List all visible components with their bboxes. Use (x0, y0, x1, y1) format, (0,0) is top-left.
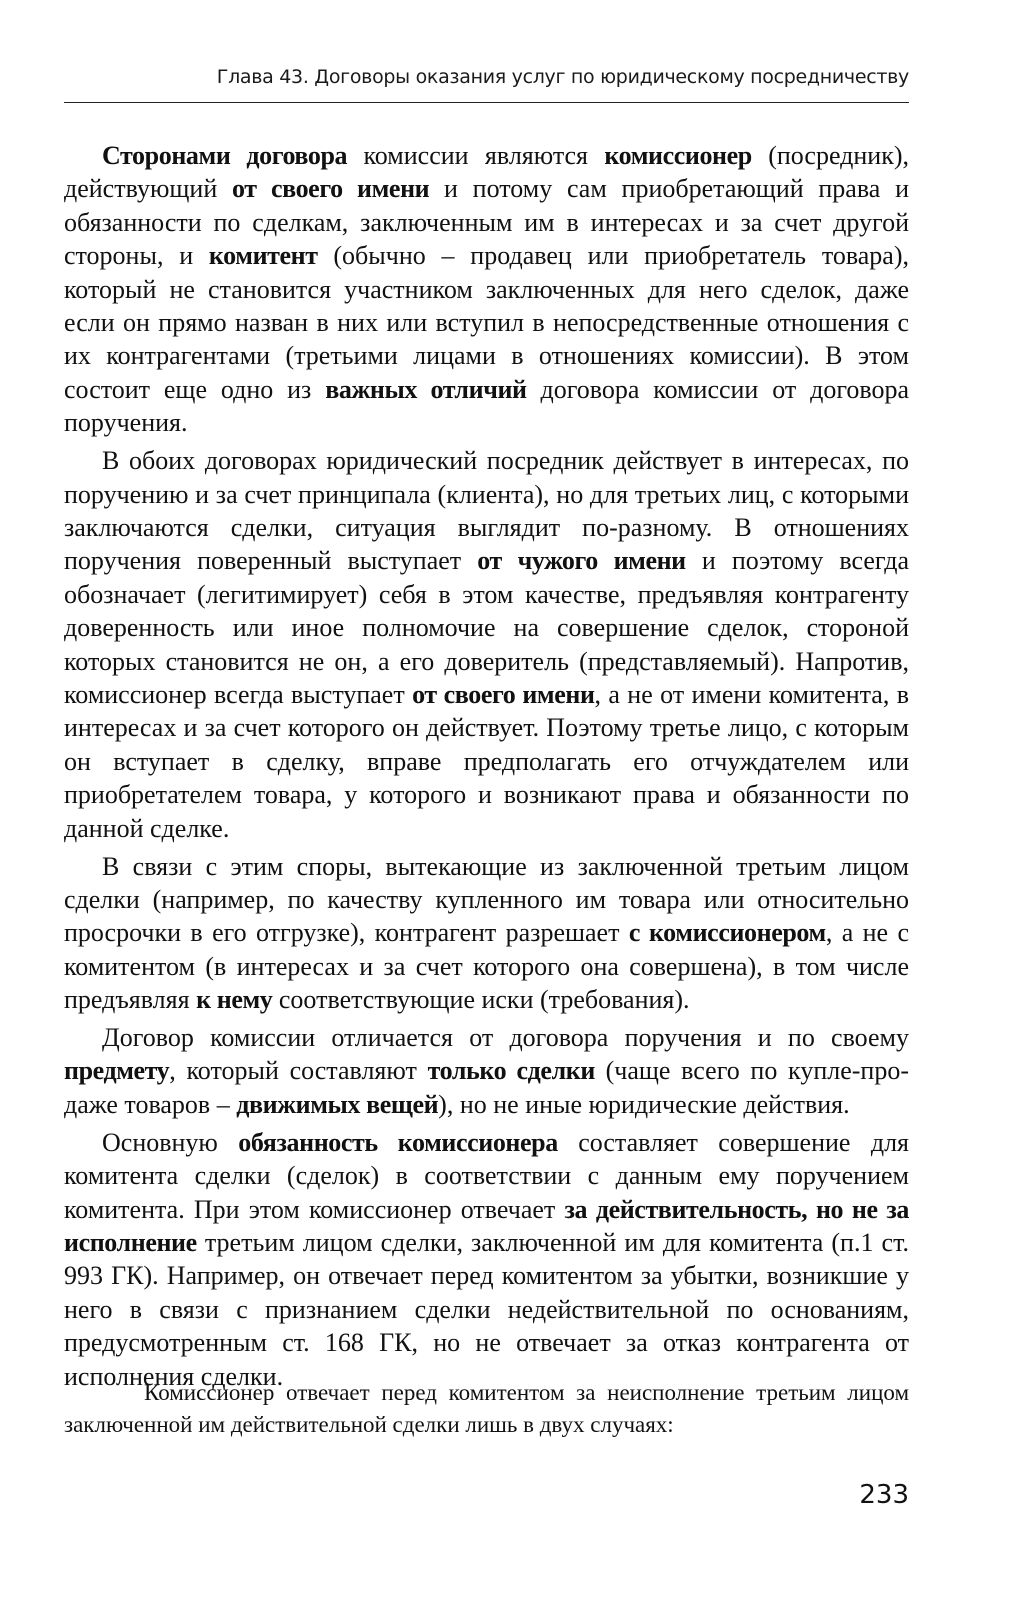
bold-term: с комиссионером (628, 918, 826, 948)
text-run: , а не от имени комитента, в интересах и за счет которого он действует. Поэтому третье лицо, с которым он вступает в сделку, вправе предполагать его отчуждателем или приобретателем товара, у которого и возникают права и обязанности по данной сделке. (64, 680, 909, 843)
text-run: соответствующие иски (требования). (272, 985, 690, 1015)
text-run: (обычно – продавец или приобретатель товара), который не становится участником заключенных для него сделок, даже если он прямо назван в них или вступил в непосредственные отношения с их контрагентами (третьими лицами в отношениях комиссии). В этом состоит еще одно из (64, 241, 910, 404)
paragraph (64, 139, 909, 440)
main-text (64, 139, 909, 1393)
text-run: (посредник), действующий (64, 141, 909, 204)
bold-term: за действительность, но не за исполнение (64, 1194, 909, 1257)
text-run: комиссии являются (347, 141, 605, 170)
text-run: третьим лицом сделки, заключенной им для комитента (п.1 ст. 993 ГК). Например, он отвечает перед комитентом за убытки, возникшие у него в связи с признанием сделки недействительной по основаниям, предусмотренным ст. 168 ГК, но не отвечает за отказ контрагента от исполнения сделки. (64, 1228, 909, 1391)
small-print-block (64, 1377, 909, 1441)
text-run: составляет совершение для комитента сделки (сделок) в соответствии с данным ему поручением комитента. При этом комиссионер отвечает (64, 1127, 909, 1224)
text-run: , который составляют (169, 1056, 428, 1086)
text-run: и поэтому всегда обозначает (легитимирует) себя в этом качестве, предъявляя контрагенту доверенность или иное полномочие на совершение сделок, стороной которых становится не он, а его доверитель (представляемый). Напротив, комиссионер всегда выступает (64, 546, 909, 709)
bold-term: от своего имени (412, 680, 595, 709)
text-run: Основную (102, 1127, 239, 1157)
page-number: 233 (859, 1480, 909, 1510)
bold-term: от чужого имени (477, 546, 686, 576)
text-run: Договор комиссии отличается от договора поручения и по своему (102, 1023, 909, 1053)
bold-term: движимых вещей (236, 1089, 439, 1119)
bold-term: обязанность комиссионера (238, 1127, 558, 1157)
text-run: и потому сам приобретающий права и обязанности по сделкам, заключенным им в интересах и за счет другой стороны, и (64, 174, 909, 271)
bold-term: к нему (196, 985, 273, 1015)
bold-term: только сделки (427, 1056, 595, 1086)
text-run: , а не с комитентом (в интересах и за счет которого она совершена), в том числе предъявляя (64, 918, 909, 1015)
bold-term: от своего имени (232, 174, 430, 204)
header-rule (64, 102, 909, 103)
text-run: ), но не иные юридические действия. (438, 1089, 850, 1119)
paragraph (64, 1021, 909, 1121)
text-run: (чаще всего по купле-продаже товаров – (64, 1056, 909, 1119)
bold-term: предмету (64, 1056, 170, 1086)
text-run: В обоих договорах юридический посредник действует в интересах, по поручению и за счет принципала (клиента), но для третьих лиц, с которыми заключаются сделки, ситуация выглядит по-разному. В отношениях поручения поверенный выступает (64, 446, 909, 576)
paragraph (64, 444, 909, 845)
small-paragraph: Комиссионер отвечает перед комитентом за неисполнение третьим лицом заключенной им действительной сделки лишь в двух случаях: (64, 1380, 909, 1437)
bold-term: комиссионер (604, 141, 752, 170)
bold-term: комитент (208, 241, 318, 271)
text-run: В связи с этим споры, вытекающие из заключенной третьим лицом сделки (например, по качеству купленного им товара или относительно просрочки в его отгрузке), контрагент разрешает (64, 851, 909, 948)
text-run: договора комиссии от договора поручения. (64, 374, 909, 438)
running-head: Глава 43. Договоры оказания услуг по юридическому посредничеству (216, 66, 909, 88)
bold-term: важных отличий (325, 374, 527, 404)
bold-term: Сторонами договора (102, 141, 348, 170)
paragraph (64, 1126, 909, 1393)
paragraph (64, 850, 909, 1017)
